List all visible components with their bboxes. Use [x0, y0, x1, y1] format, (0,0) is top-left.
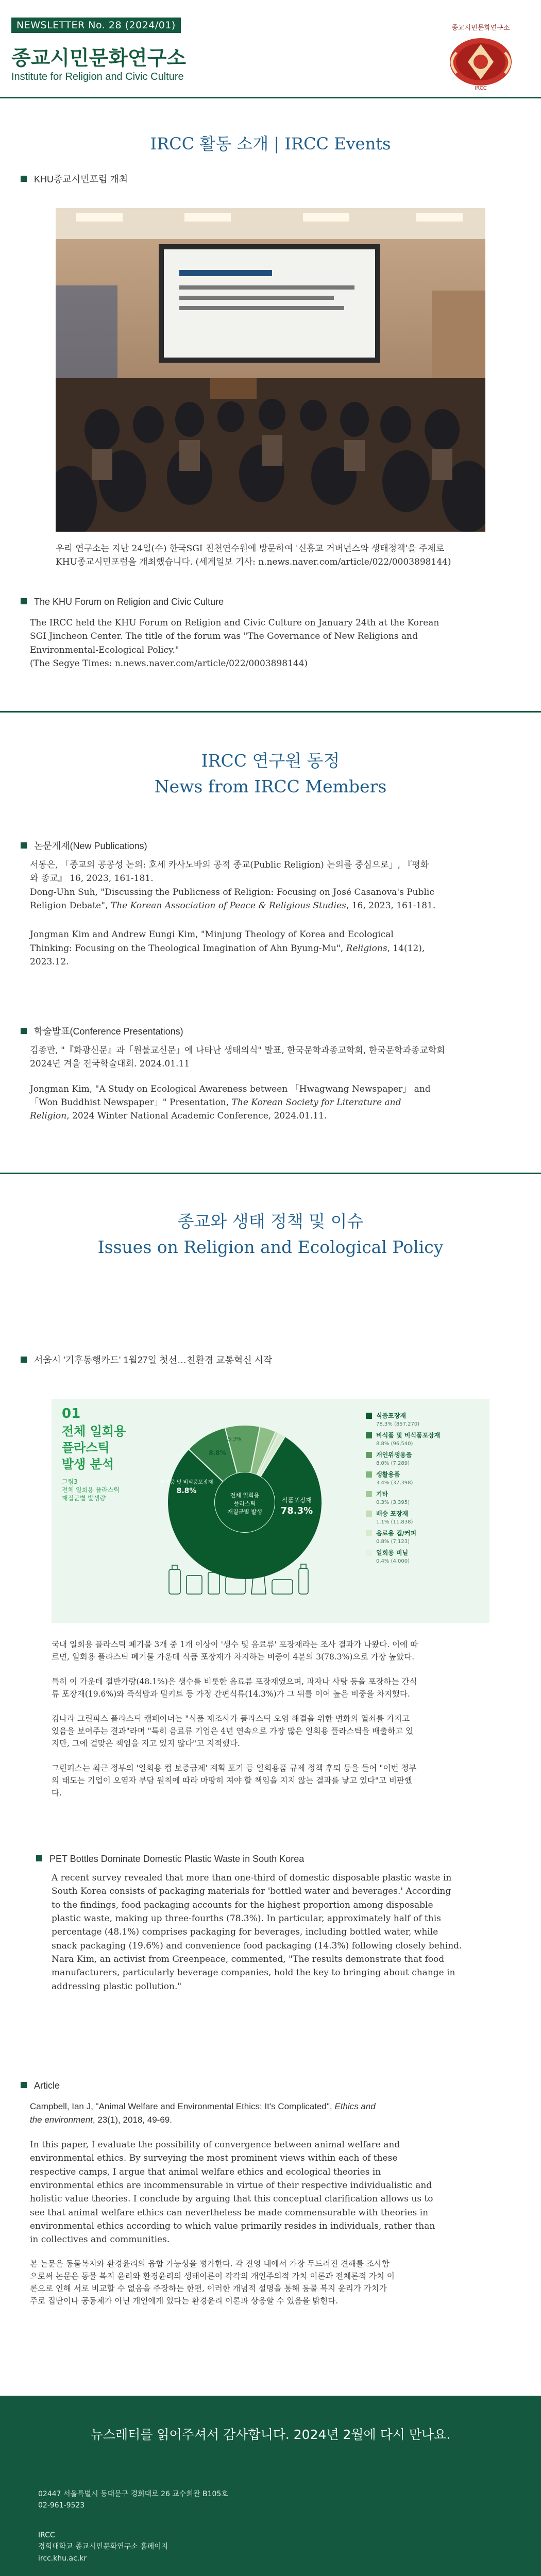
publication-3	[30, 928, 514, 969]
abstract-en-line1: In this paper, I evaluate the possibility of convergence between animal welfare and	[30, 2140, 400, 2150]
section-issues-title-ko: 종교와 생태 정책 및 이슈	[177, 1211, 364, 1231]
newsletter-badge: NEWSLETTER No. 28 (2024/01)	[11, 18, 181, 33]
item-forum-heading-en: The KHU Forum on Religion and Civic Culture	[21, 597, 224, 607]
article-abstract-ko	[30, 2258, 525, 2307]
news-en-line6: snack packaging (19.6%) and convenience food packaging (14.3%) following closely behind.	[52, 1940, 462, 1951]
presentation-2-line2	[30, 1096, 525, 1109]
publications-heading: 논문게재(New Publications)	[21, 839, 147, 852]
publication-3-volume: , 14(12),	[387, 943, 425, 954]
legend-swatch-3	[366, 1471, 372, 1478]
presentation-1-line2: 2024년 겨울 전국학술대회. 2024.01.11	[30, 1059, 190, 1070]
forum-desc-en-line1: The IRCC held the KHU Forum on Religion and Civic Culture on January 24th at the Korean	[30, 618, 439, 628]
legend-label-5: 배송 포장재	[376, 1510, 409, 1517]
abstract-en-line5: holistic value theories. I conclude by arguing that this conceptual clarification allows us to	[30, 2194, 433, 2205]
legend-swatch-5	[366, 1511, 372, 1517]
forum-desc-en-line3: Environmental-Ecological Policy."	[30, 645, 179, 655]
abstract-ko-line1: 본 논문은 동물복지와 환경윤리의 융합 가능성을 평가한다. 각 진영 내에서 가장 두드러진 견해를 조사함	[30, 2259, 390, 2268]
legend-value-3: 3.4% (37,398)	[376, 1480, 413, 1486]
legend-label-6: 음료용 컵/커피	[376, 1530, 417, 1537]
publication-3-line1: Jongman Kim and Andrew Eungi Kim, "Minjung Theology of Korea and Ecological	[30, 929, 394, 940]
news-p1-line2: 르면, 일회용 플라스틱 폐기물 가운데 식품 포장재가 차지하는 비중이 4분의 3(78.3%)으로 가장 높았다.	[52, 1652, 415, 1662]
publication-2	[30, 886, 514, 913]
presentation-1-line1: 김종만, "『화광신문』과「원불교신문」에 나타난 생태의식" 발표, 한국문학과종교학회, 한국문학과종교학회	[30, 1045, 445, 1056]
legend-label-7: 일회용 비닐	[376, 1549, 409, 1556]
news-en-line4: plastic waste, making up three-fourths (78.3%). In particular, approximately half of this	[52, 1913, 441, 1924]
forum-desc-en-line4: (The Segye Times: n.news.naver.com/article/022/0003898144)	[30, 658, 308, 669]
section-members-title	[0, 748, 541, 799]
footer-site-label: 경희대학교 종교시민문화연구소 홈페이지	[38, 2543, 168, 2551]
news-en-line9: addressing plastic pollution."	[52, 1981, 182, 1992]
section-issues-title-en: Issues on Religion and Ecological Policy	[97, 1236, 444, 1257]
chart-subtitle-line2: 전체 일회용 플라스틱	[62, 1486, 120, 1494]
article-reference	[30, 2100, 519, 2127]
legend-label-2: 개인위생용품	[376, 1451, 412, 1459]
legend-swatch-0	[366, 1413, 372, 1419]
forum-desc-ko	[56, 542, 499, 569]
chart-center-label-1: 전체 일회용	[230, 1492, 260, 1499]
section-events-title: IRCC 활동 소개 | IRCC Events	[150, 134, 391, 154]
institute-name-ko: 종교시민문화연구소	[11, 47, 187, 70]
publication-2-line1: Dong-Uhn Suh, "Discussing the Publicness of Religion: Focusing on José Casanova's Public	[30, 887, 434, 897]
section-members-title-en: News from IRCC Members	[154, 776, 387, 796]
chart-slice-label-food: 식품포장재	[282, 1497, 312, 1504]
chart-slice-value-food: 78.3%	[280, 1505, 313, 1516]
article-ref-volume: , 23(1), 2018, 49-69.	[92, 2115, 172, 2125]
presentation-1	[30, 1044, 525, 1071]
article-ref-line1	[30, 2100, 519, 2113]
legend-label-1: 비식품 및 비식품포장재	[376, 1432, 441, 1439]
legend-label-3: 생활용품	[376, 1471, 400, 1478]
presentation-2-journal-end: Religion	[30, 1111, 67, 1122]
legend-value-4: 0.3% (3,395)	[376, 1500, 410, 1505]
publication-2-journal: The Korean Association of Peace & Religious Studies	[110, 901, 346, 911]
legend-value-6: 0.8% (7,123)	[376, 1539, 410, 1545]
chart-title-line3: 플라스틱	[62, 1440, 110, 1455]
abstract-en-line6: see that animal welfare ethics can nevertheless be made commensurable with theories in	[30, 2207, 429, 2218]
legend-value-1: 8.8% (96,540)	[376, 1441, 413, 1447]
abstract-en-line4: environmental ethics are incommensurable in virtue of their respective individualistic and	[30, 2180, 432, 2191]
abstract-en-line3: respective camps, I argue that animal welfare ethics and ecological theories in	[30, 2166, 381, 2177]
abstract-ko-line3: 론으로 인해 서로 비교할 수 없음을 주장하는 한편, 이러한 개념적 설명을 통해 동물 복지 윤리가 가치가	[30, 2284, 387, 2294]
article-heading: Article	[21, 2080, 60, 2091]
section-issues-title	[0, 1209, 541, 1260]
chart-title-number: 01	[62, 1406, 81, 1421]
legend-swatch-6	[366, 1530, 372, 1536]
presentations-heading: 학술발표(Conference Presentations)	[21, 1024, 183, 1038]
plastic-waste-chart	[52, 1399, 489, 1623]
abstract-ko-line2: 으로써 논문은 동물 복지 윤리와 환경윤리의 생태이론이 각각의 개인주의적 가치 이론과 전체론적 가치 이	[30, 2272, 395, 2281]
footer-site-link[interactable]: ircc.khu.ac.kr	[38, 2554, 87, 2563]
footer-contact	[38, 2488, 228, 2512]
news-en-line2: South Korea consists of packaging materials for 'bottled water and beverages.' According	[52, 1886, 451, 1897]
logo-text-en: IRCC	[475, 86, 487, 91]
section-members-title-ko: IRCC 연구원 동정	[201, 751, 340, 771]
news-en-line3: to the findings, food packaging accounts for the highest proportion among disposable	[52, 1900, 433, 1910]
publication-1-line1: 서동은, 「종교의 공공성 논의: 호세 카사노바의 공적 종교(Public Religion) 논의를 중심으로」, 『평화	[30, 860, 429, 870]
forum-photo	[56, 208, 485, 532]
chart-title-line4: 발생 분석	[62, 1457, 114, 1471]
publication-3-text: Thinking: Focusing on the Theological Imagination of Ahn Byung-Mu",	[30, 943, 346, 954]
news-body-en	[52, 1871, 515, 1993]
legend-swatch-1	[366, 1432, 372, 1438]
forum-desc-en-line2: SGI Jincheon Center. The title of the forum was "The Governance of New Religions and	[30, 631, 418, 642]
plastic-waste-chart-svg	[52, 1399, 489, 1623]
abstract-ko-line4: 주로 집단이나 공동체가 아닌 개인에게 있다는 환경윤리 이론과 상응할 수 있음을 밝힌다.	[30, 2296, 339, 2306]
section-divider-1	[0, 711, 541, 713]
publication-2-text: Religion Debate",	[30, 901, 111, 911]
logo-seal	[447, 19, 514, 91]
news-heading-en: PET Bottles Dominate Domestic Plastic Waste in South Korea	[36, 1854, 304, 1865]
chart-subtitle-line3: 재질군별 발생량	[62, 1495, 106, 1502]
news-p4-line2: 의 태도는 기업이 오염자 부담 원칙에 따라 마땅히 져야 할 책임을 지지 않는 결과를 낳고 있다"고 비판했	[52, 1776, 412, 1786]
forum-desc-ko-line2: KHU종교시민포럼을 개최했습니다. (세계일보 기사: n.news.naver.com/article/022/0003898144)	[56, 557, 451, 568]
news-p1-line1: 국내 일회용 플라스틱 폐기물 3개 중 1개 이상이 '생수 및 음료류' 포장재라는 조사 결과가 나왔다. 이에 따	[52, 1640, 418, 1649]
news-en-line5: percentage (48.1%) comprises packaging for beverages, including bottled water, while	[52, 1927, 438, 1938]
news-p4-line3: 다.	[52, 1788, 62, 1798]
article-ref-journal-end: the environment	[30, 2115, 93, 2125]
article-ref-journal: Ethics and	[334, 2102, 376, 2111]
news-p2-line1: 특히 이 가운데 절반가량(48.1%)은 생수를 비롯한 음료류 포장재였으며, 과자나 사탕 등을 포장하는 간식	[52, 1677, 417, 1687]
news-en-line1: A recent survey revealed that more than one-third of domestic disposable plastic waste in	[52, 1873, 452, 1883]
legend-label-4: 기타	[376, 1490, 388, 1498]
institute-name-en: Institute for Religion and Civic Culture	[11, 71, 184, 82]
news-p3-line1: 김나라 그린피스 플라스틱 캠페이너는 "식품 제조사가 플라스틱 오염 해결을 위한 변화의 열쇠를 가지고	[52, 1714, 410, 1724]
news-p3-line2: 있음을 보여주는 결과"라며 "특히 음료류 기업은 4년 연속으로 가장 많은 일회용 플라스틱을 배출하고 있	[52, 1726, 414, 1736]
publication-1-line2: 와 종교』 16, 2023, 161-181.	[30, 873, 154, 884]
institute-logo	[432, 14, 530, 92]
article-abstract-en	[30, 2138, 519, 2247]
footer-address: 02447 서울특별시 동대문구 경희대로 26 교수회관 B105호	[38, 2490, 228, 2498]
publication-2-volume: , 16, 2023, 161-181.	[346, 901, 436, 911]
news-en-line7: Nara Kim, an activist from Greenpeace, commented, "The results demonstrate that food	[52, 1954, 445, 1965]
logo-text: 종교시민문화연구소	[451, 24, 510, 32]
chart-slice-value-nonfood: 8.8%	[176, 1487, 197, 1495]
news-body-ko	[52, 1638, 505, 1799]
header-divider	[0, 97, 541, 98]
chart-center-label-2: 플라스틱	[233, 1500, 256, 1507]
abstract-en-line7: environmental ethics according to which value primarily resides in individuals, rather than	[30, 2221, 435, 2232]
legend-value-0: 78.3% (857,270)	[376, 1421, 420, 1427]
legend-swatch-2	[366, 1452, 372, 1458]
publication-2-line2	[30, 899, 514, 912]
publication-1	[30, 858, 514, 886]
article-ref-author-title: Campbell, Ian J, "Animal Welfare and Environmental Ethics: It's Complicated",	[30, 2102, 335, 2111]
legend-swatch-4	[366, 1491, 372, 1497]
chart-slice-value-small: 5.3%	[228, 1436, 241, 1442]
presentation-2-line1: Jongman Kim, "A Study on Ecological Awareness between 「Hwagwang Newspaper」 and	[30, 1083, 431, 1094]
presentation-2	[30, 1082, 525, 1123]
chart-center-label-3: 재질군별 발생	[227, 1509, 262, 1515]
section-divider-2	[0, 1173, 541, 1174]
legend-value-5: 1.1% (11,838)	[376, 1519, 413, 1525]
news-p2-line2: 류 포장재(19.6%)와 즉석밥과 밀키트 등 가정 간편식류(14.3%)가 그 뒤를 이어 높은 비중을 차지했다.	[52, 1689, 410, 1699]
presentation-2-journal: The Korean Society for Literature and	[231, 1097, 401, 1108]
presentations-list	[30, 1044, 525, 1123]
news-p3-line3: 지만, 그에 걸맞은 책임을 지고 있지 않다"고 지적했다.	[52, 1739, 240, 1749]
chart-legend	[366, 1412, 440, 1564]
footer-org	[38, 2530, 168, 2564]
publication-3-line2	[30, 942, 514, 955]
legend-value-7: 0.4% (4,000)	[376, 1558, 410, 1564]
chart-slice-value-personal: 8.8%	[209, 1449, 226, 1456]
chart-slice-label-nonfood: 비식품 및 비식품포장재	[160, 1480, 213, 1485]
chart-title-line2: 전체 일회용	[62, 1424, 126, 1438]
news-heading-ko: 서울시 '기후동행카드' 1월27일 첫선…친환경 교통혁신 시작	[21, 1353, 272, 1366]
forum-desc-ko-line1: 우리 연구소는 지난 24일(수) 한국SGI 진천연수원에 방문하여 '신흥교 거버넌스와 생태정책'을 주제로	[56, 544, 445, 554]
chart-subtitle-line1: 그림3	[62, 1478, 78, 1485]
article-ref-line2	[30, 2113, 519, 2127]
publication-3-line3: 2023.12.	[30, 957, 69, 968]
news-en-line8: manufacturers, particularly beverage companies, hold the key to bringing about change in	[52, 1968, 455, 1978]
presentation-2-line3	[30, 1109, 525, 1123]
legend-value-2: 8.0% (7,289)	[376, 1461, 410, 1466]
news-p4-line1: 그린피스는 최근 정부의 '일회용 컵 보증금제' 계획 포기 등 일회용품 규제 정책 후퇴 등을 들어 "이번 정부	[52, 1764, 417, 1773]
footer-org-name: IRCC	[38, 2531, 55, 2539]
footer	[0, 2396, 541, 2576]
legend-swatch-7	[366, 1550, 372, 1556]
publications-list	[30, 858, 514, 969]
footer-thanks: 뉴스레터를 읽어주셔서 감사합니다. 2024년 2월에 다시 만나요.	[90, 2427, 451, 2442]
item-forum-heading-ko: KHU종교시민포럼 개최	[21, 172, 128, 185]
abstract-en-line2: environmental ethics. By surveying the most prominent views within each of these	[30, 2153, 398, 2164]
footer-phone: 02-961-9523	[38, 2501, 85, 2510]
presentation-2-text: 「Won Buddhist Newspaper」" Presentation,	[30, 1097, 232, 1108]
legend-label-0: 식품포장재	[376, 1412, 406, 1419]
abstract-en-line8: in collectives and communities.	[30, 2234, 170, 2245]
presentation-2-date: , 2024 Winter National Academic Conference, 2024.01.11.	[66, 1111, 327, 1122]
publication-3-journal: Religions	[346, 943, 387, 954]
forum-desc-en	[30, 616, 509, 670]
